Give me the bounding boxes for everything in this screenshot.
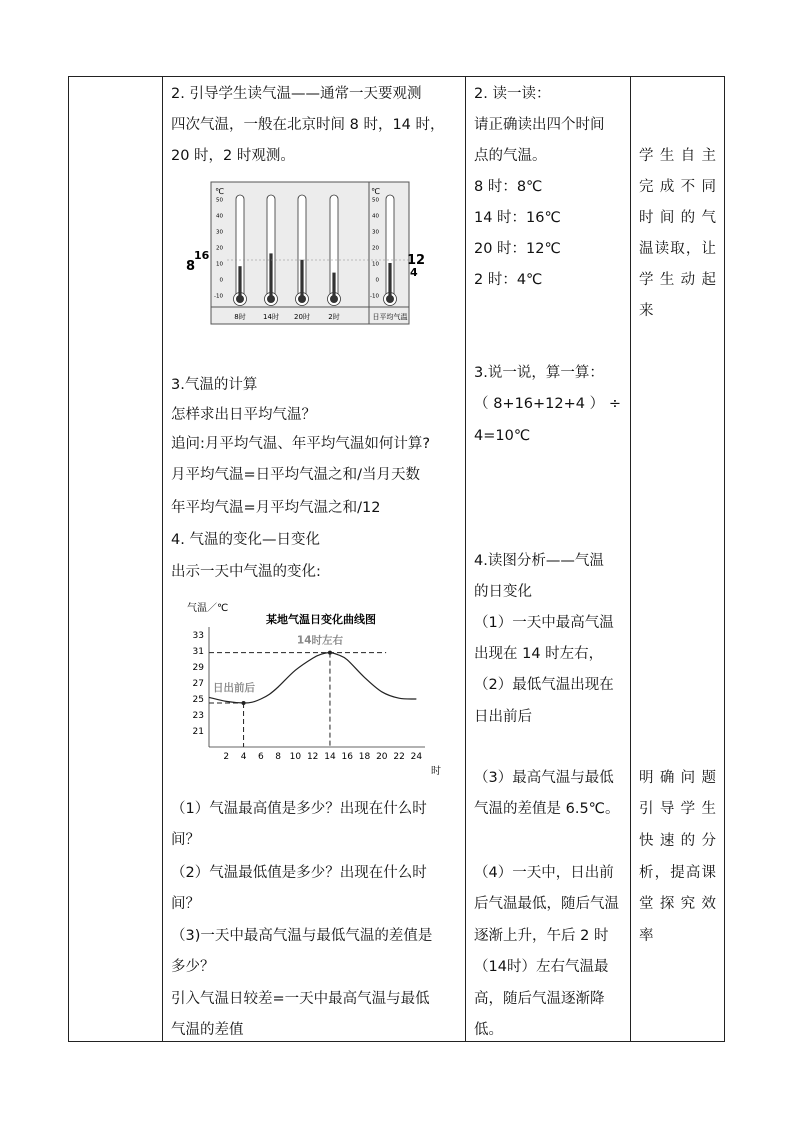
tick-label: 40 xyxy=(216,213,223,220)
reading-4: 4 xyxy=(410,266,418,279)
tick-label: 20 xyxy=(372,245,379,252)
x-tick-label: 20 xyxy=(376,752,388,762)
text-line: 2. 读一读： xyxy=(474,86,551,102)
text-line: （3）最高气温与最低 xyxy=(474,770,614,786)
text-line: 请正确读出四个时间 xyxy=(474,117,605,133)
text-line: 20 时，2 时观测。 xyxy=(171,148,295,164)
text-line: 追问:月平均气温、年平均气温如何计算? xyxy=(171,436,431,452)
text-line: 出示一天中气温的变化: xyxy=(171,564,321,580)
mercury-column xyxy=(300,260,303,299)
y-tick-label: 23 xyxy=(192,711,204,721)
tick-label: 10 xyxy=(372,261,379,268)
text-line: 4. 气温的变化—日变化 xyxy=(171,532,320,548)
time-label-avg: 日平均气温 xyxy=(372,313,408,321)
y-tick-label: 25 xyxy=(192,695,204,705)
text-line: 明确问题 xyxy=(639,770,716,786)
mercury-column xyxy=(388,263,391,299)
text-line: （1）气温最高值是多少？出现在什么时 xyxy=(171,801,427,817)
y-tick-label: 33 xyxy=(192,631,204,641)
text-line: 引导学生 xyxy=(639,801,716,817)
text-line: 学生动起 xyxy=(639,272,716,288)
mercury-column xyxy=(238,266,241,299)
text-line: 多少？ xyxy=(171,959,215,975)
text-line: 年平均气温=月平均气温之和/12 xyxy=(171,500,381,516)
min-annotation: 日出前后 xyxy=(213,682,255,694)
design-intent-column xyxy=(631,77,726,1041)
x-tick-label: 16 xyxy=(341,752,353,762)
text-line: 日出前后 xyxy=(474,709,532,725)
text-line: 率 xyxy=(639,928,654,944)
text-line: 间？ xyxy=(171,896,200,912)
x-tick-label: 18 xyxy=(358,752,371,762)
max-annotation: 14时左右 xyxy=(296,634,344,647)
y-tick-label: 21 xyxy=(192,727,204,737)
tick-label: 50 xyxy=(216,197,223,204)
time-label-8: 8时 xyxy=(234,313,246,321)
tick-label: 10 xyxy=(216,261,223,268)
y-tick-label: 31 xyxy=(192,647,204,657)
time-label-14: 14时 xyxy=(263,313,279,321)
text-line: 8 时：8℃ xyxy=(474,179,543,195)
chart-title: 某地气温日变化曲线图 xyxy=(266,613,376,626)
mercury-column xyxy=(332,273,335,299)
tick-label: 0 xyxy=(375,277,379,284)
text-line: 后气温最低，随后气温 xyxy=(474,896,619,912)
tick-label: 40 xyxy=(372,213,379,220)
text-line: 月平均气温=日平均气温之和/当月天数 xyxy=(171,467,421,483)
time-label-2: 2时 xyxy=(328,313,340,321)
x-tick-label: 24 xyxy=(410,752,423,762)
text-line: （ 8+16+12+4 ） ÷ xyxy=(474,396,621,412)
temperature-curve xyxy=(209,653,416,703)
unit-label: ℃ xyxy=(215,187,224,196)
x-tick-label: 8 xyxy=(275,752,281,762)
teacher-activity-column xyxy=(163,77,465,1041)
text-line: 堂探究效 xyxy=(639,896,716,912)
text-line: 2. 引导学生读气温——通常一天要观测 xyxy=(171,86,422,102)
reading-12: 12 xyxy=(407,253,426,268)
text-line: （1）一天中最高气温 xyxy=(474,615,614,631)
chart-ylabel: 气温／℃ xyxy=(187,603,229,614)
text-line: 引入气温日较差=一天中最高气温与最低 xyxy=(171,991,430,1007)
text-line: （3)一天中最高气温与最低气温的差值是 xyxy=(171,928,433,944)
text-line: 出现在 14 时左右， xyxy=(474,646,604,662)
x-tick-label: 10 xyxy=(289,752,302,762)
text-line: 快速的分 xyxy=(639,833,716,849)
text-line: 间？ xyxy=(171,832,200,848)
x-tick-label: 14 xyxy=(324,752,336,762)
x-tick-label: 12 xyxy=(306,752,319,762)
x-tick-label: 4 xyxy=(240,752,247,762)
text-line: 3.说一说，算一算： xyxy=(474,365,604,381)
time-label-20: 20时 xyxy=(294,313,310,321)
text-line: 2 时：4℃ xyxy=(474,272,543,288)
text-line: （14时）左右气温最 xyxy=(474,959,609,975)
text-line: 4.读图分析——气温 xyxy=(474,553,604,569)
text-line: 低。 xyxy=(474,1022,503,1038)
reading-8: 8 xyxy=(186,259,196,274)
text-line: 学生自主 xyxy=(639,148,716,164)
text-line: 逐渐上升，午后 2 时 xyxy=(474,928,609,944)
text-line: 4=10℃ xyxy=(474,428,531,444)
text-line: （2）最低气温出现在 xyxy=(474,677,614,693)
y-tick-label: 29 xyxy=(192,663,204,673)
text-line: 20 时：12℃ xyxy=(474,241,561,257)
text-line: 来 xyxy=(639,303,654,319)
x-tick-label: 2 xyxy=(223,752,230,762)
text-line: 的日变化 xyxy=(474,584,532,600)
text-line: 四次气温，一般在北京时间 8 时，14 时， xyxy=(171,117,445,133)
lesson-table xyxy=(68,76,725,1042)
text-line: 完成不同 xyxy=(639,179,716,195)
text-line: 气温的差值是 6.5℃。 xyxy=(474,801,620,817)
min-point xyxy=(242,701,246,705)
text-line: （2）气温最低值是多少？出现在什么时 xyxy=(171,865,427,881)
y-tick-label: 27 xyxy=(192,679,204,689)
tick-label: 30 xyxy=(372,229,379,236)
chart-xlabel: 时 xyxy=(431,766,441,777)
tick-label: 0 xyxy=(219,277,223,284)
tick-label: 20 xyxy=(216,245,223,252)
text-line: 时间的气 xyxy=(639,210,716,226)
student-activity-column xyxy=(466,77,630,1041)
text-line: 高，随后气温逐渐降 xyxy=(474,991,605,1007)
unit-label: ℃ xyxy=(371,187,380,196)
tick-label: 50 xyxy=(372,197,379,204)
text-line: 14 时：16℃ xyxy=(474,210,561,226)
tick-label: -10 xyxy=(214,293,223,300)
text-line: 析，提高课 xyxy=(639,865,716,881)
thermometer-figure xyxy=(181,181,426,327)
max-point xyxy=(328,651,332,655)
reading-16: 16 xyxy=(194,249,210,262)
text-line: 3.气温的计算 xyxy=(171,377,258,393)
text-line: 气温的差值 xyxy=(171,1022,244,1038)
tick-label: -10 xyxy=(370,293,379,300)
text-line: 怎样求出日平均气温？ xyxy=(171,407,316,423)
text-line: 温读取，让 xyxy=(639,241,716,257)
daily-temperature-chart xyxy=(173,597,448,787)
text-line: （4）一天中，日出前 xyxy=(474,865,614,881)
x-tick-label: 6 xyxy=(257,752,264,762)
text-line: 点的气温。 xyxy=(474,148,547,164)
x-tick-label: 22 xyxy=(393,752,405,762)
tick-label: 30 xyxy=(216,229,223,236)
